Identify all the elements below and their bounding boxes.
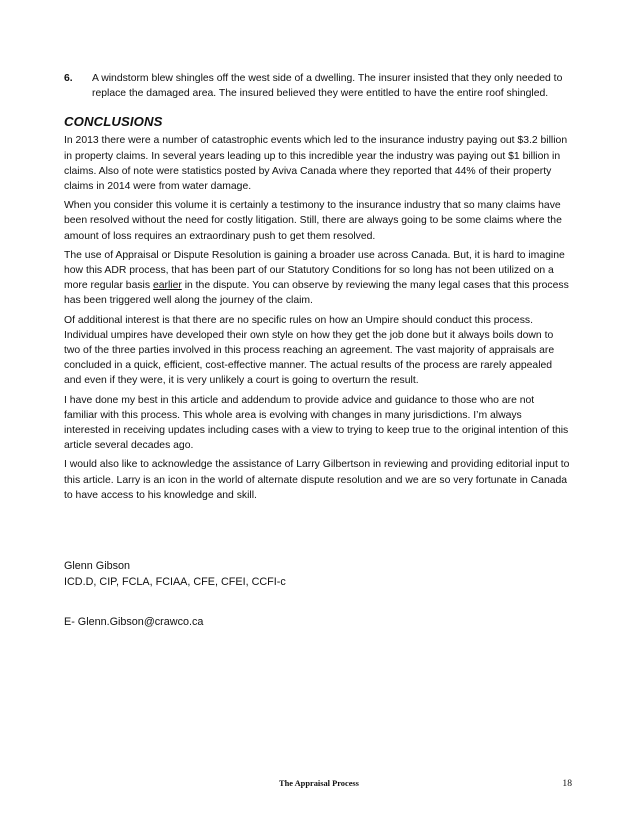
author-name: Glenn Gibson [64, 560, 131, 572]
paragraph-3 [64, 248, 570, 309]
paragraph-3-part-2: in the dispute. You can observe by reviewing the many legal cases that this process has been triggered well along the journey of the claim. [64, 280, 569, 307]
page-number: 18 [562, 778, 572, 789]
paragraph-4: Of additional interest is that there are no specific rules on how an Umpire should conduct this process. Individual umpires have developed their own style on how they get the job done but it always boils down to two of the three parties involved in this process reaching an agreement. The vast majority of appraisals are concluded in a quick, efficient, cost-effective manner. The actual results of the process are rarely appealed and even if they were, it is very unlikely a court is going to overturn the result. [64, 314, 555, 387]
section-heading-conclusions: CONCLUSIONS [64, 114, 163, 130]
document-body [64, 71, 570, 507]
paragraph-5: I have done my best in this article and addendum to provide advice and guidance to those who are not familiar with this process. This whole area is evolving with changes in many jurisdictions. I’m always interested in receiving updates including cases with a view to trying to keep true to the original intention of this article several decades ago. [64, 394, 569, 452]
author-email: E- Glenn.Gibson@crawco.ca [64, 616, 204, 628]
signature-block [64, 558, 286, 590]
paragraph-3-part-1: The use of Appraisal or Dispute Resolution is gaining a broader use across Canada. But, it is hard to imagine how this ADR process, that has been part of our Statutory Conditions for so long has not been utilized on a more regular basis [64, 249, 565, 292]
paragraph-1: In 2013 there were a number of catastrophic events which led to the insurance industry paying out $3.2 billion in property claims. In several years leading up to this incredible year the industry was paying out $1 billion in claims. Also of note were statistics posted by Aviva Canada where they reported that 44% of their property claims in 2014 were from water damage. [64, 135, 568, 193]
paragraph-2: When you consider this volume it is certainly a testimony to the insurance industry that so many claims have been resolved without the need for costly litigation. Still, there are always going to be some claims where the amount of loss requires an extraordinary push to get them resolved. [64, 200, 562, 242]
paragraph-6: I would also like to acknowledge the assistance of Larry Gilbertson in reviewing and providing editorial input to this article. Larry is an icon in the world of alternate dispute resolution and we are so very fortunate in Canada to have access to his knowledge and skill. [64, 459, 570, 501]
underlined-word: earlier [152, 280, 182, 292]
item-number: 6. [64, 73, 73, 84]
numbered-item-6 [64, 71, 570, 101]
author-credentials: ICD.D, CIP, FCLA, FCIAA, CFE, CFEI, CCFI-c [64, 576, 286, 588]
footer-title: The Appraisal Process [279, 779, 359, 788]
item-text: A windstorm blew shingles off the west side of a dwelling. The insurer insisted that they only needed to replace the damaged area. The insured believed they were entitled to have the entire roof shingled. [92, 73, 563, 100]
